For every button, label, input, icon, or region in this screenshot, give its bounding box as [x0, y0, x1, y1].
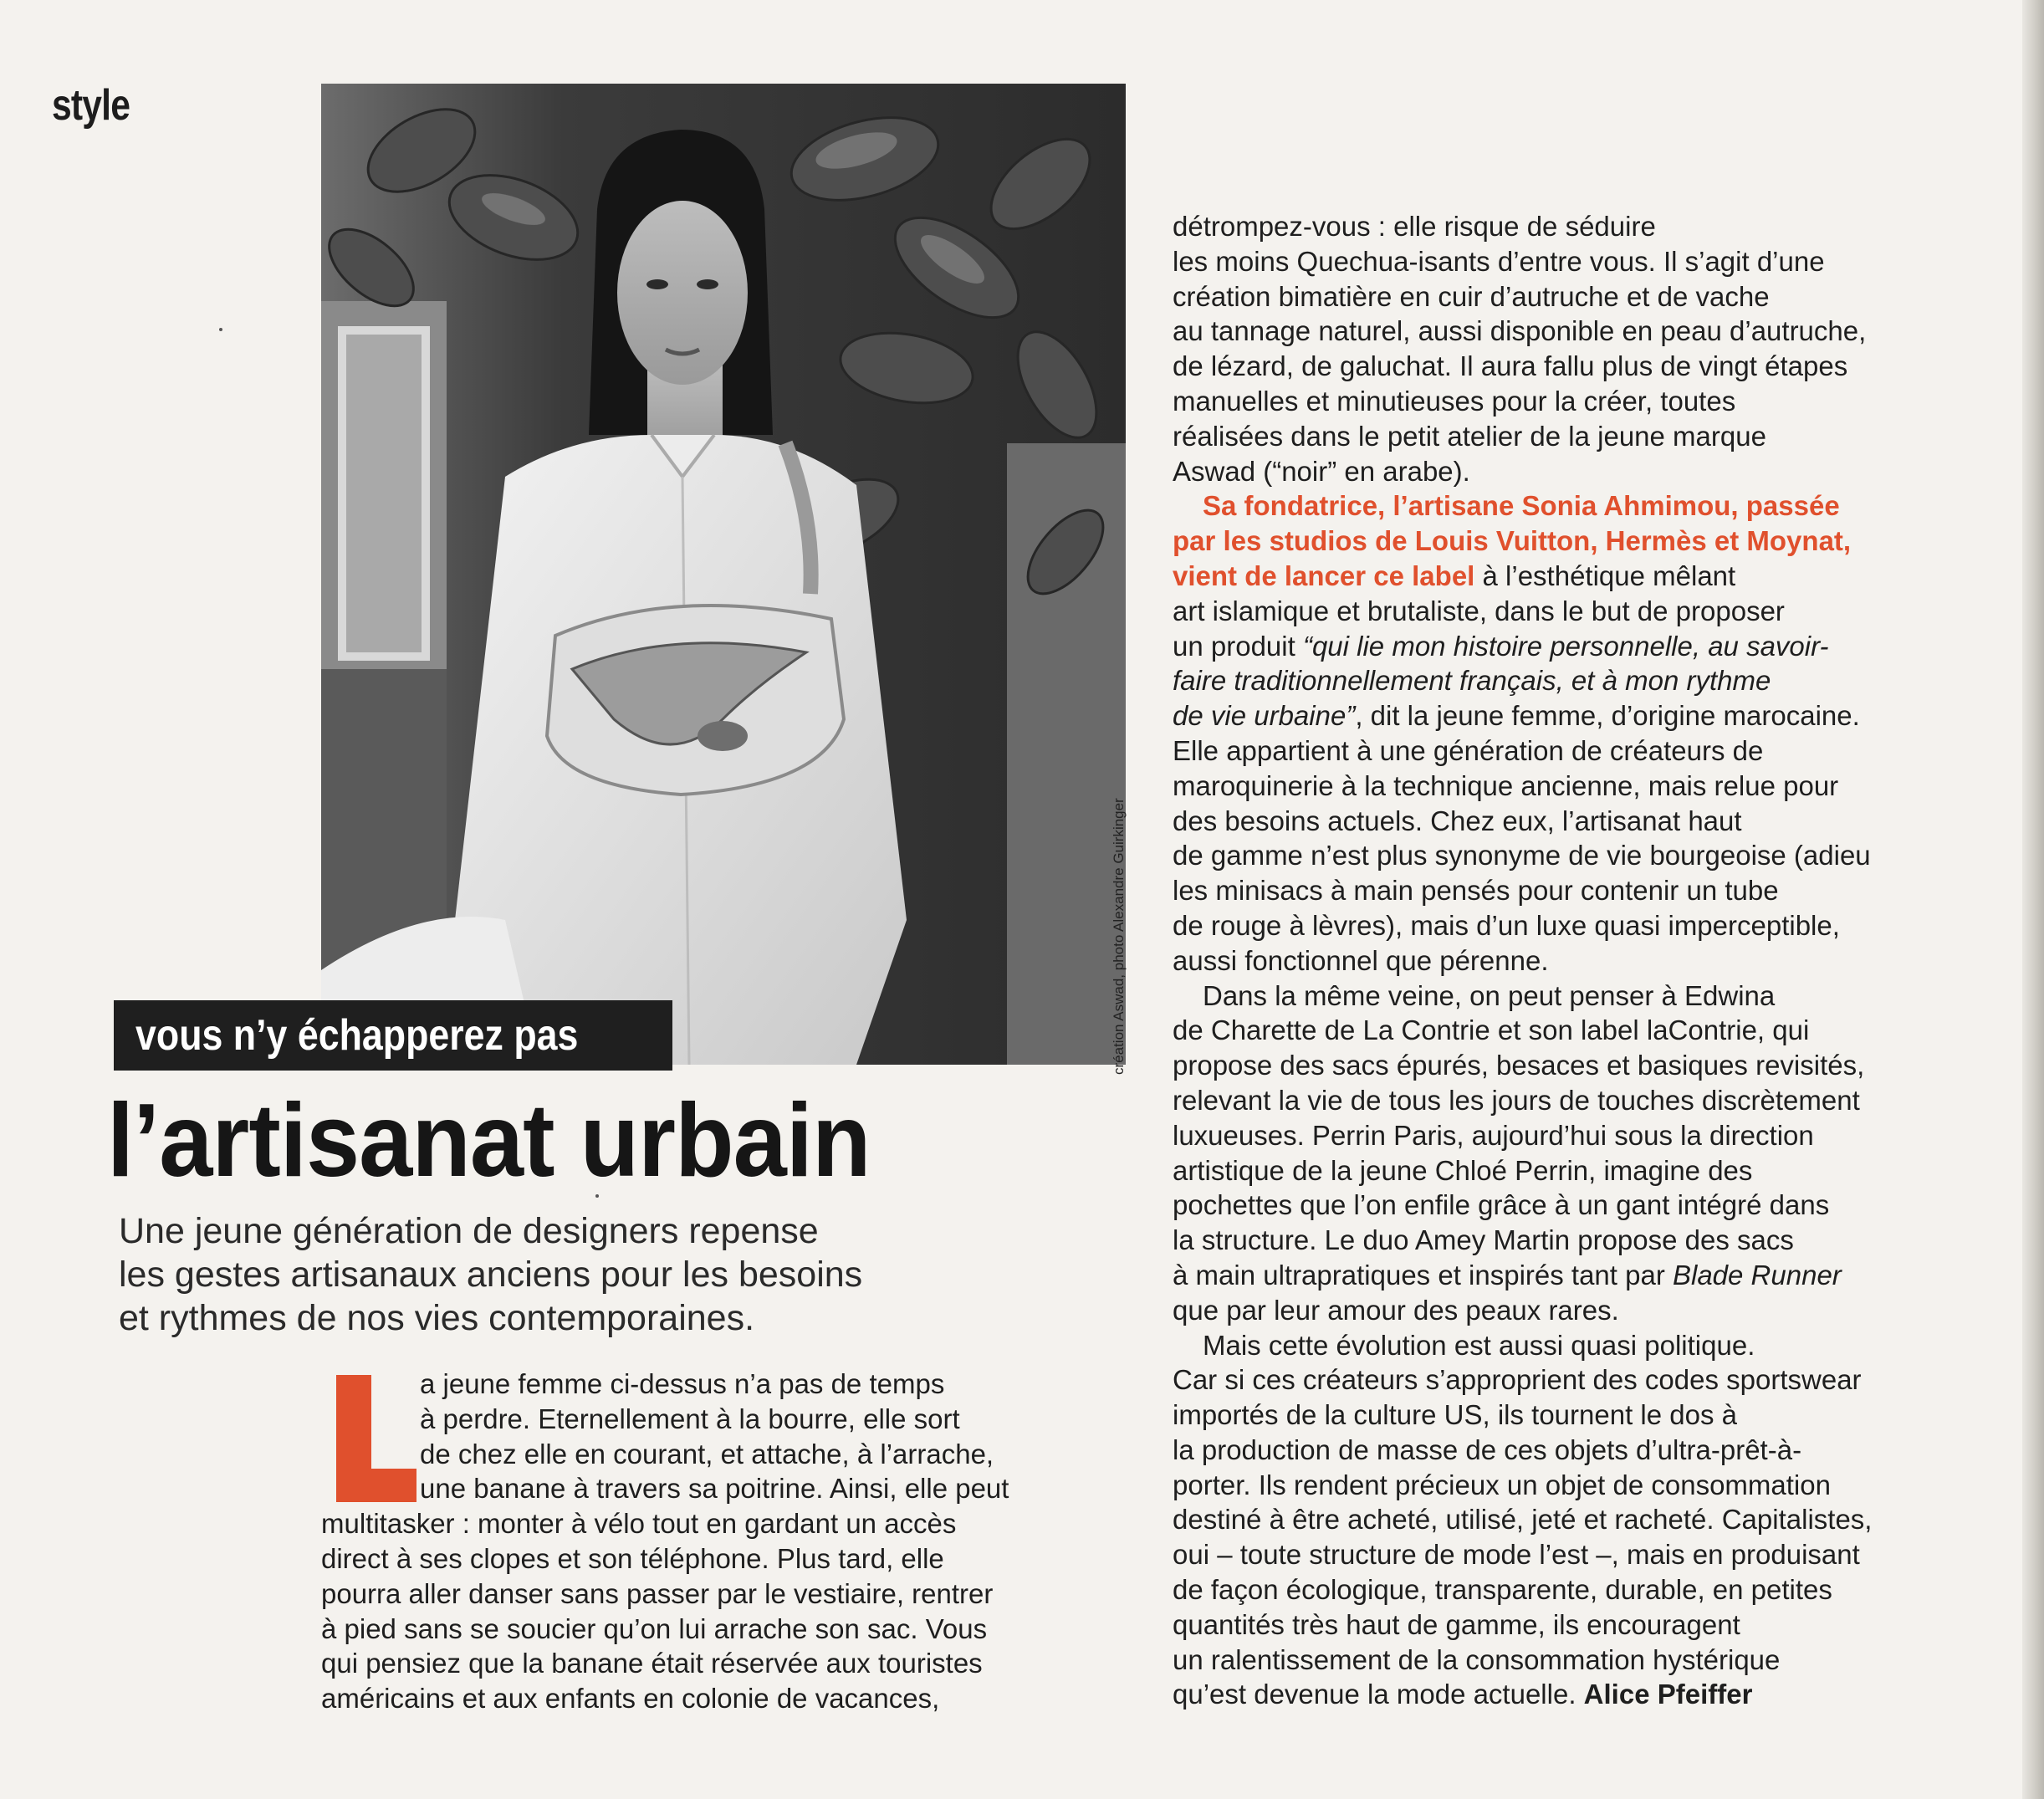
body-line	[1173, 1677, 1992, 1712]
body-line: une banane à travers sa poitrine. Ainsi, elle peut	[420, 1473, 1009, 1505]
body-text: , dit la jeune femme, d’origine marocaine.	[1355, 700, 1860, 732]
kicker-text: vous n’y échapperez pas	[135, 1011, 579, 1060]
body-line: détrompez-vous : elle risque de séduire	[1173, 211, 1656, 242]
author-byline: Alice Pfeiffer	[1583, 1679, 1753, 1710]
body-line: aussi fonctionnel que pérenne.	[1173, 944, 1549, 976]
body-line: Car si ces créateurs s’approprient des codes sportswear	[1173, 1364, 1862, 1396]
body-line: des besoins actuels. Chez eux, l’artisanat haut	[1173, 805, 1742, 836]
body-line: de chez elle en courant, et attache, à l’arrache,	[420, 1438, 994, 1469]
body-line: manuelles et minutieuses pour la créer, toutes	[1173, 385, 1736, 417]
body-line	[1173, 1258, 1992, 1293]
section-label: style	[52, 81, 130, 130]
body-line: à perdre. Eternellement à la bourre, elle sort	[420, 1403, 960, 1434]
body-line: de Charette de La Contrie et son label laContrie, qui	[1173, 1014, 1810, 1046]
body-line: relevant la vie de tous les jours de touches discrètement	[1173, 1084, 1860, 1116]
fashion-photo-icon	[321, 84, 1126, 1065]
body-line: les moins Quechua-isants d’entre vous. Il s’agit d’une	[1173, 245, 1825, 277]
body-line: pourra aller danser sans passer par le vestiaire, rentrer	[321, 1577, 994, 1609]
body-line: à pied sans se soucier qu’on lui arrache son sac. Vous	[321, 1612, 988, 1644]
body-line: quantités très haut de gamme, ils encouragent	[1173, 1608, 1740, 1640]
body-line: au tannage naturel, aussi disponible en peau d’autruche,	[1173, 315, 1867, 347]
body-line: Elle appartient à une génération de créateurs de	[1173, 734, 1764, 766]
headline: l’artisanat urbain	[107, 1083, 871, 1198]
body-line: importés de la culture US, ils tournent le dos à	[1173, 1399, 1738, 1431]
body-line: les minisacs à main pensés pour contenir un tube	[1173, 875, 1779, 907]
kicker-banner	[114, 1000, 672, 1071]
body-line: que par leur amour des peaux rares.	[1173, 1294, 1619, 1326]
body-line	[1173, 629, 1992, 664]
body-line: la structure. Le duo Amey Martin propose des sacs	[1173, 1224, 1794, 1256]
body-line: Mais cette évolution est aussi quasi politique.	[1203, 1329, 1755, 1361]
standfirst	[119, 1209, 1089, 1340]
body-column-1	[321, 1367, 1124, 1716]
body-line: de lézard, de galuchat. Il aura fallu plus de vingt étapes	[1173, 350, 1848, 382]
body-line: de façon écologique, transparente, durable, en petites	[1173, 1574, 1832, 1606]
body-line: qui pensiez que la banane était réservée aux touristes	[321, 1648, 983, 1679]
standfirst-line: les gestes artisanaux anciens pour les besoins	[119, 1255, 863, 1295]
body-text: à l’esthétique mêlant	[1474, 560, 1736, 591]
body-line: luxueuses. Perrin Paris, aujourd’hui sous la direction	[1173, 1119, 1814, 1151]
body-line: pochettes que l’on enfile grâce à un gant intégré dans	[1173, 1189, 1830, 1221]
quote-text: “qui lie mon histoire personnelle, au savoir-	[1302, 630, 1829, 662]
body-line: art islamique et brutaliste, dans le but de proposer	[1173, 595, 1785, 626]
standfirst-line: et rythmes de nos vies contemporaines.	[119, 1298, 755, 1338]
body-line: porter. Ils rendent précieux un objet de consommation	[1173, 1469, 1831, 1500]
photo-credit: création Aswad, photo Alexandre Guirkinger	[1111, 798, 1127, 1075]
body-column-2	[1173, 209, 1992, 1712]
body-line: destiné à être acheté, utilisé, jeté et racheté. Capitalistes,	[1173, 1504, 1873, 1536]
quote-line: faire traditionnellement français, et à mon rythme	[1173, 665, 1771, 697]
page-edge	[2022, 0, 2044, 1799]
body-line: création bimatière en cuir d’autruche et de vache	[1173, 280, 1770, 312]
body-line	[1173, 559, 1992, 594]
body-line: a jeune femme ci-dessus n’a pas de temps	[420, 1368, 945, 1399]
highlight-line: par les studios de Louis Vuitton, Hermès et Moynat,	[1173, 525, 1852, 557]
body-line: de rouge à lèvres), mais d’un luxe quasi imperceptible,	[1173, 909, 1840, 941]
body-line: direct à ses clopes et son téléphone. Plus tard, elle	[321, 1542, 944, 1574]
body-line: artistique de la jeune Chloé Perrin, imagine des	[1173, 1154, 1753, 1186]
body-line: Aswad (“noir” en arabe).	[1173, 455, 1470, 487]
body-line: multitasker : monter à vélo tout en gardant un accès	[321, 1508, 957, 1540]
body-text: un produit	[1173, 630, 1303, 662]
body-line: la production de masse de ces objets d’ultra-prêt-à-	[1173, 1434, 1802, 1465]
highlight-line: Sa fondatrice, l’artisane Sonia Ahmimou, passée	[1203, 490, 1840, 522]
body-line: réalisées dans le petit atelier de la jeune marque	[1173, 420, 1766, 452]
body-text: à main ultrapratiques et inspirés tant par	[1173, 1259, 1673, 1290]
body-line: propose des sacs épurés, besaces et basiques revisités,	[1173, 1050, 1865, 1081]
body-line: oui – toute structure de mode l’est –, mais en produisant	[1173, 1539, 1860, 1571]
body-line: un ralentissement de la consommation hystérique	[1173, 1643, 1781, 1675]
quote-text: de vie urbaine”	[1173, 700, 1356, 732]
standfirst-line: Une jeune génération de designers repense	[119, 1211, 819, 1251]
body-line	[1173, 698, 1992, 733]
print-speck	[219, 328, 222, 331]
body-text: qu’est devenue la mode actuelle.	[1173, 1679, 1584, 1710]
body-line: maroquinerie à la technique ancienne, mais relue pour	[1173, 769, 1839, 801]
body-line: américains et aux enfants en colonie de vacances,	[321, 1683, 940, 1715]
highlight-text: vient de lancer ce label	[1173, 560, 1475, 591]
film-title: Blade Runner	[1672, 1259, 1842, 1290]
body-line: Dans la même veine, on peut penser à Edwina	[1203, 979, 1776, 1011]
body-line: de gamme n’est plus synonyme de vie bourgeoise (adieu	[1173, 840, 1871, 871]
